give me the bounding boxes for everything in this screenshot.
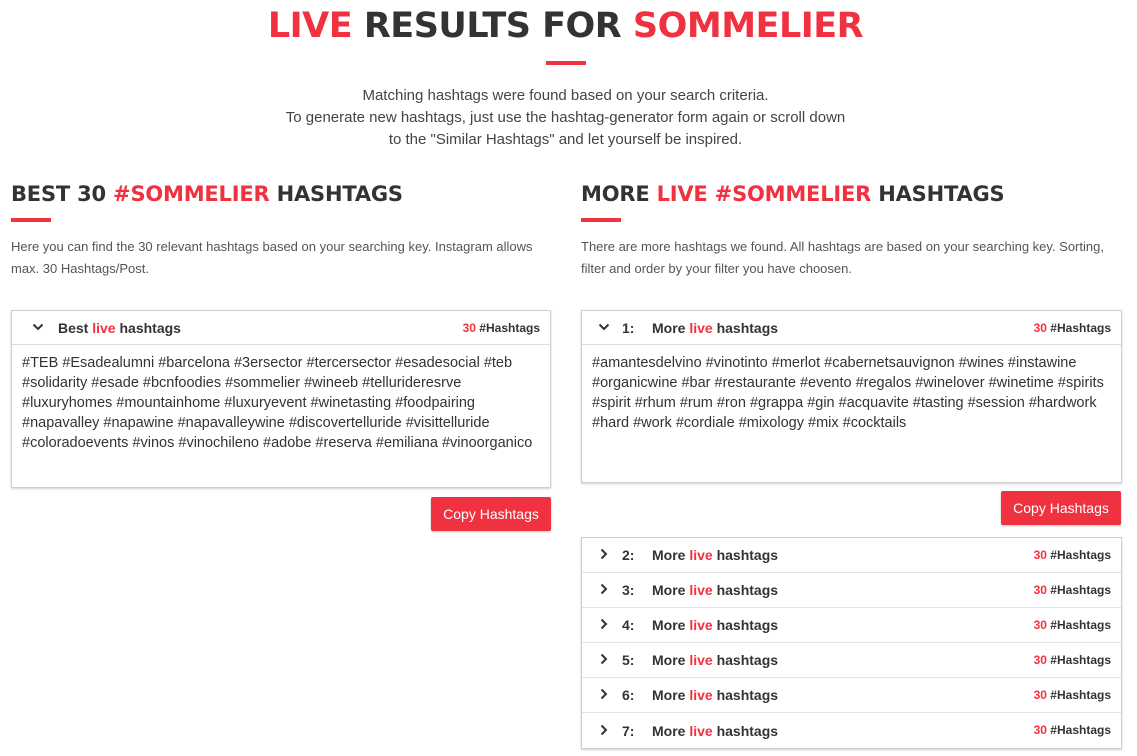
panel-title-part: Best — [58, 319, 93, 336]
item-title-live: live — [689, 617, 713, 633]
panel-title-live: live — [92, 319, 116, 336]
accordion-item-7[interactable] — [582, 713, 1121, 748]
item-title-part: hashtags — [712, 652, 779, 668]
hashtag-text[interactable]: #amantesdelvino #vinotinto #merlot #cabernetsauvignon #wines #instawine #organicwine #bar #restaurante #evento #regalos #winelover #winetime #spirits #spirit #rhum #rum #ron #grappa #gin #acquavite #tasting #session #hardwork #hard #work #cordiale #mixology #mix #cocktails — [592, 355, 1104, 431]
panel-title — [58, 320, 181, 336]
intro-line-1: Matching hashtags were found based on your search criteria. — [362, 87, 769, 104]
chevron-right-icon[interactable] — [592, 723, 616, 739]
intro-text — [0, 85, 1131, 151]
hashtag-count — [1034, 653, 1111, 667]
item-title-part: More — [652, 722, 690, 739]
item-title-part: More — [652, 652, 690, 668]
intro-line-3: to the "Similar Hashtags" and let yourself be inspired. — [388, 131, 743, 148]
item-title — [652, 687, 778, 703]
item-number: 5: — [622, 652, 635, 668]
hashtag-count-number: 30 — [462, 321, 476, 335]
hashtag-count-number: 30 — [1033, 688, 1047, 702]
item-title-live: live — [689, 652, 713, 668]
hashtag-count-label: #Hashtags — [1046, 583, 1111, 597]
hashtag-count — [1034, 321, 1111, 335]
item-title — [652, 723, 778, 739]
item-title-live: live — [689, 687, 713, 703]
hashtag-count-number: 30 — [1033, 618, 1047, 632]
hashtag-count-label: #Hashtags — [1046, 688, 1111, 702]
chevron-right-icon[interactable] — [592, 652, 616, 668]
accordion-item-3[interactable] — [582, 573, 1121, 608]
hashtag-count-number: 30 — [1033, 583, 1047, 597]
section-title-part: HASHTAGS — [871, 182, 1005, 206]
panel-title-part: More — [652, 319, 690, 336]
item-number: 6: — [622, 687, 635, 703]
item-title-live: live — [689, 722, 713, 739]
item-title-part: hashtags — [712, 582, 779, 598]
chevron-right-icon[interactable] — [592, 547, 616, 563]
section-title — [11, 178, 403, 210]
hashtag-count-number: 30 — [1033, 321, 1047, 335]
section-description: Here you can find the 30 relevant hashtags based on your searching key. Instagram allows max. 30 Hashtags/Post. — [11, 239, 533, 276]
copy-hashtags-button[interactable]: Copy Hashtags — [1001, 491, 1121, 525]
panel-title-part: hashtags — [115, 319, 181, 336]
hashtag-count — [1034, 548, 1111, 562]
section-title — [581, 178, 1004, 210]
section-title-part: HASHTAGS — [269, 182, 403, 206]
more-hashtags-accordion — [581, 537, 1122, 749]
hashtag-count-label: #Hashtags — [1046, 723, 1111, 737]
accordion-item-2[interactable] — [582, 538, 1121, 573]
item-title-part: hashtags — [712, 617, 779, 633]
panel-title-part: hashtags — [712, 319, 779, 336]
panel-title — [652, 320, 778, 336]
more-hashtags-panel-1 — [581, 310, 1122, 483]
intro-line-2: To generate new hashtags, just use the hashtag-generator form again or scroll down — [285, 109, 846, 126]
chevron-right-icon[interactable] — [592, 617, 616, 633]
hashtag-text[interactable]: #TEB #Esadealumni #barcelona #3ersector #tercersector #esadesocial #teb #solidarity #esade #bcnfoodies #sommelier #wineeb #tellurideresrve #luxuryhomes #mountainhome #luxuryevent #winetasting #foodpairing #napavalley #napawine #napavalleywine #discovertelluride #visittelluride #coloradoevents #vinos #vinochileno #adobe #reserva #emiliana #vinoorganico — [22, 355, 533, 451]
best-hashtags-panel — [11, 310, 551, 488]
title-live: LIVE — [267, 6, 353, 46]
hashtag-count — [463, 321, 540, 335]
item-title-part: hashtags — [712, 722, 779, 739]
accordion-item-5[interactable] — [582, 643, 1121, 678]
item-title — [652, 547, 778, 563]
item-title — [652, 617, 778, 633]
accordion-item-4[interactable] — [582, 608, 1121, 643]
chevron-right-icon[interactable] — [592, 687, 616, 703]
section-underline — [11, 218, 51, 222]
hashtag-count-number: 30 — [1033, 723, 1047, 737]
hashtag-count — [1034, 618, 1111, 632]
item-number: 4: — [622, 617, 635, 633]
item-title-part: hashtags — [712, 687, 779, 703]
chevron-down-icon[interactable] — [592, 320, 616, 336]
section-title-part: BEST 30 — [11, 182, 114, 206]
chevron-right-icon[interactable] — [592, 582, 616, 598]
page-title — [0, 4, 1131, 48]
title-underline — [546, 61, 586, 65]
hashtag-count — [1034, 583, 1111, 597]
accordion-item-6[interactable] — [582, 678, 1121, 713]
section-title-keyword: LIVE #SOMMELIER — [656, 182, 872, 206]
item-title-live: live — [689, 547, 713, 563]
section-title-keyword: #SOMMELIER — [113, 182, 270, 206]
hashtag-count-number: 30 — [1033, 548, 1047, 562]
chevron-down-icon[interactable] — [26, 320, 50, 336]
title-results-for: RESULTS FOR — [352, 6, 633, 46]
hashtag-count-number: 30 — [1033, 653, 1047, 667]
item-number: 2: — [622, 547, 635, 563]
item-title-part: More — [652, 582, 690, 598]
copy-hashtags-button[interactable]: Copy Hashtags — [431, 497, 551, 531]
section-underline — [581, 218, 621, 222]
panel-header[interactable] — [582, 311, 1121, 345]
section-title-part: MORE — [581, 182, 657, 206]
hashtag-count-label: #Hashtags — [1046, 653, 1111, 667]
hashtag-count — [1034, 688, 1111, 702]
hashtag-count-label: #Hashtags — [475, 321, 540, 335]
item-title-part: More — [652, 547, 690, 563]
item-title-live: live — [689, 582, 713, 598]
item-title — [652, 582, 778, 598]
item-number: 3: — [622, 582, 635, 598]
title-keyword: SOMMELIER — [632, 6, 864, 46]
hashtag-count-label: #Hashtags — [1046, 321, 1111, 335]
hashtag-count-label: #Hashtags — [1046, 548, 1111, 562]
section-description: There are more hashtags we found. All hashtags are based on your searching key. Sorting, filter and order by your filter you have choosen. — [581, 239, 1104, 276]
item-title — [652, 652, 778, 668]
panel-title-live: live — [689, 319, 713, 336]
item-title-part: More — [652, 687, 690, 703]
hashtag-count — [1034, 723, 1111, 737]
item-title-part: More — [652, 617, 690, 633]
item-title-part: hashtags — [712, 547, 779, 563]
hashtag-count-label: #Hashtags — [1046, 618, 1111, 632]
item-number: 7: — [622, 722, 635, 739]
panel-number: 1: — [622, 319, 635, 336]
panel-header[interactable] — [12, 311, 550, 345]
